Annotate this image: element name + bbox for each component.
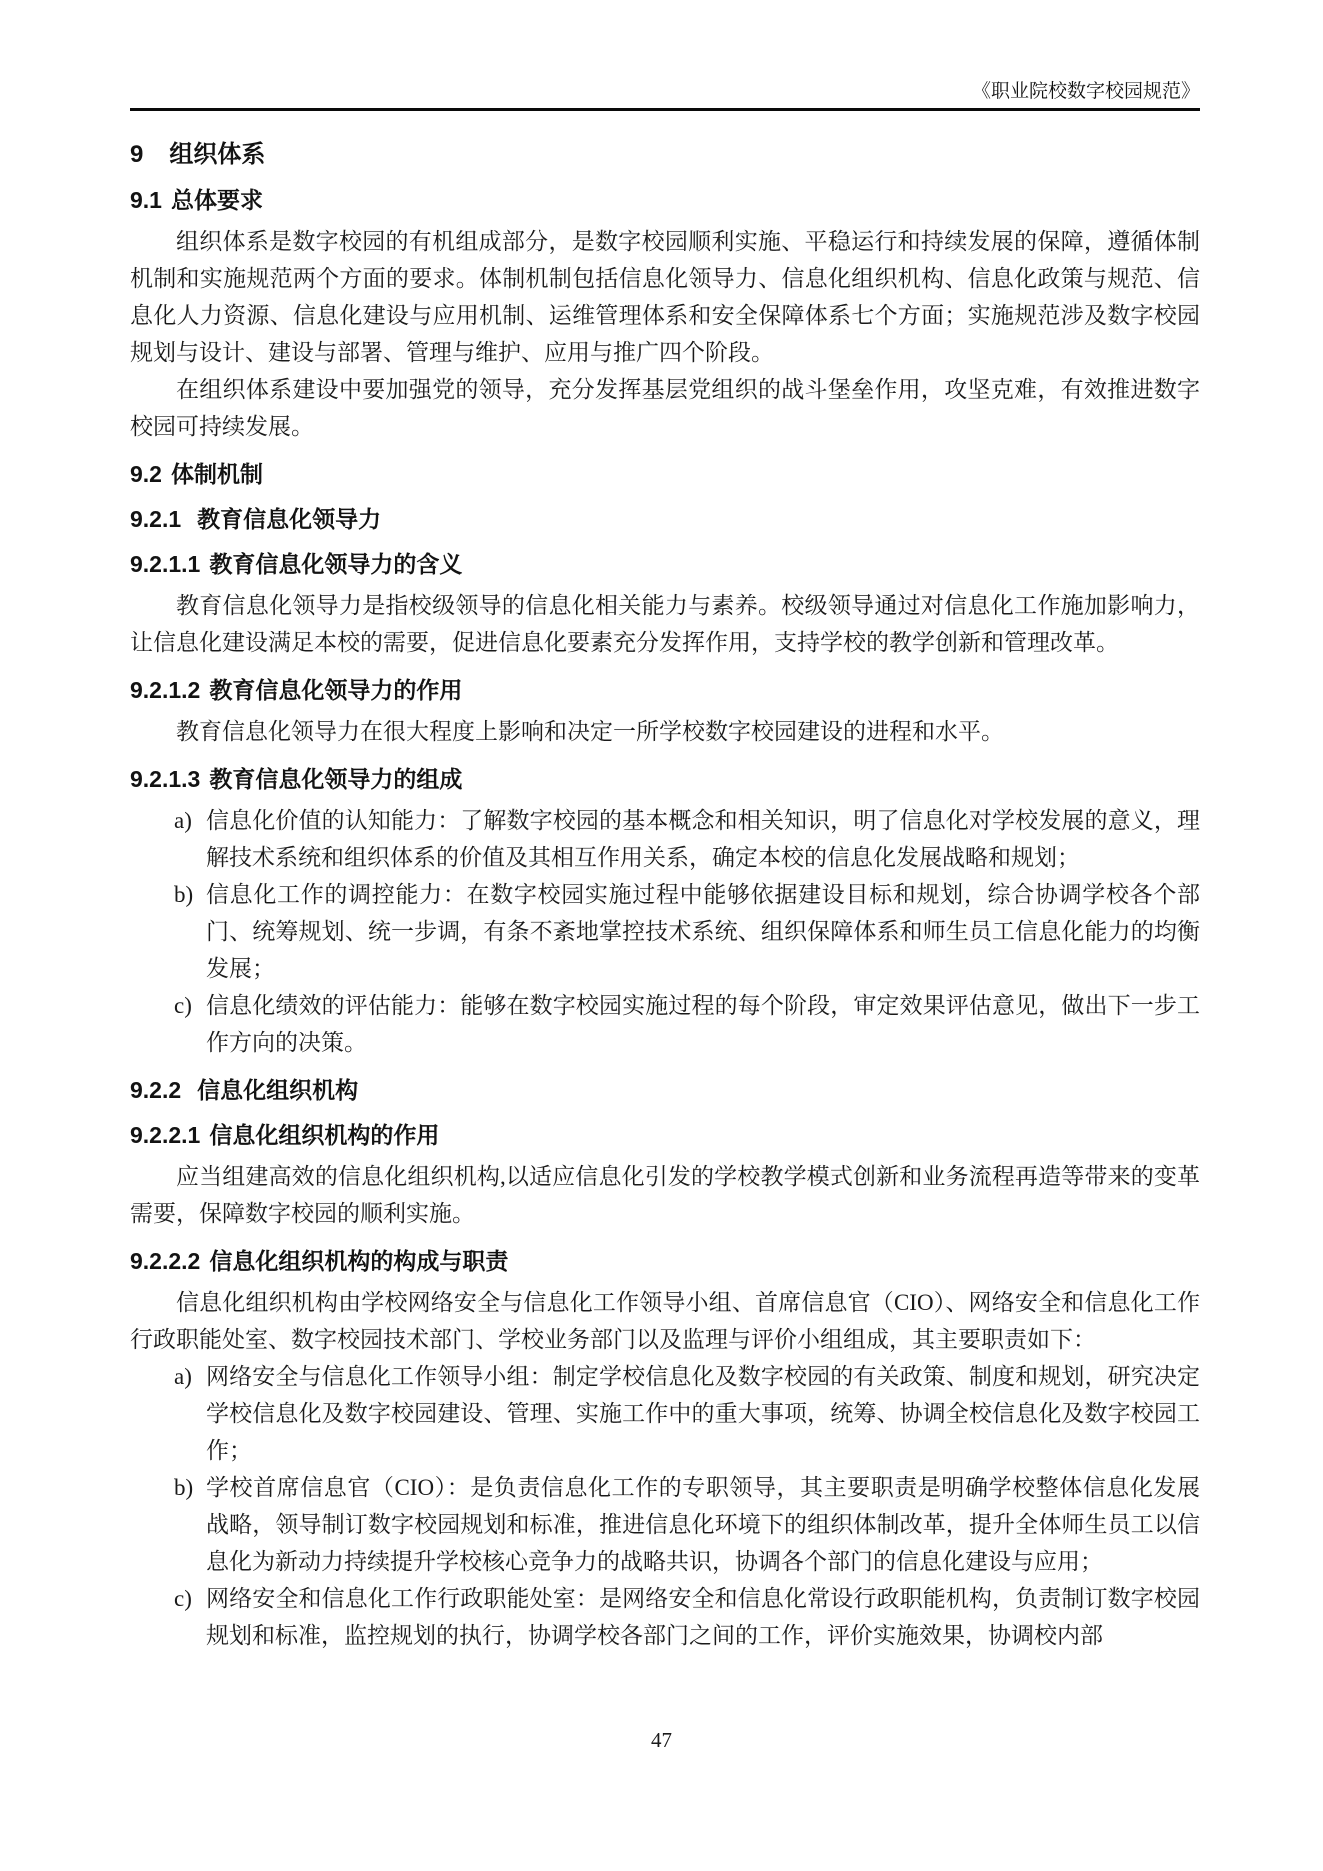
heading-number: 9.2.1.3 <box>130 766 201 792</box>
section-9-2-1-1-heading <box>130 548 1200 580</box>
heading-title: 体制机制 <box>170 461 263 487</box>
list-item-text: 信息化工作的调控能力：在数字校园实施过程中能够依据建设目标和规划，综合协调学校各个部门、统筹规划、统一步调，有条不紊地掌控技术系统、组织保障体系和师生员工信息化能力的均衡发展； <box>206 882 1200 981</box>
paragraph-9-1-a: 组织体系是数字校园的有机组成部分，是数字校园顺利实施、平稳运行和持续发展的保障，遵循体制机制和实施规范两个方面的要求。体制机制包括信息化领导力、信息化组织机构、信息化政策与规范、信息化人力资源、信息化建设与应用机制、运维管理体系和安全保障体系七个方面；实施规范涉及数字校园规划与设计、建设与部署、管理与维护、应用与推广四个阶段。 <box>130 229 1200 365</box>
heading-title: 信息化组织机构的构成与职责 <box>209 1248 509 1274</box>
heading-number: 9.2.1.2 <box>130 677 201 703</box>
list-item-text: 学校首席信息官（CIO）：是负责信息化工作的专职领导，其主要职责是明确学校整体信息化发展战略，领导制订数字校园规划和标准，推进信息化环境下的组织体制改革，提升全体师生员工以信息化为新动力持续提升学校核心竞争力的战略共识，协调各个部门的信息化建设与应用； <box>206 1475 1200 1574</box>
heading-number: 9.2.2.1 <box>130 1122 201 1148</box>
paragraph-9-2-2-2: 信息化组织机构由学校网络安全与信息化工作领导小组、首席信息官（CIO）、网络安全和信息化工作行政职能处室、数字校园技术部门、学校业务部门以及监理与评价小组组成，其主要职责如下： <box>130 1290 1200 1352</box>
list-item-label: b) <box>174 882 194 907</box>
list-item-text: 网络安全和信息化工作行政职能处室：是网络安全和信息化常设行政职能机构，负责制订数字校园规划和标准，监控规划的执行，协调学校各部门之间的工作，评价实施效果，协调校内部 <box>206 1586 1200 1648</box>
heading-number: 9.2.2.2 <box>130 1248 201 1274</box>
section-9-2-1-heading <box>130 503 1200 535</box>
heading-title: 教育信息化领导力的含义 <box>209 551 463 577</box>
list-item-label: c) <box>174 993 192 1018</box>
section-9-1-heading <box>130 184 1200 216</box>
heading-title: 教育信息化领导力的组成 <box>209 766 463 792</box>
list-item-label: a) <box>174 1364 192 1389</box>
section-9-2-1-2-heading <box>130 674 1200 706</box>
list-item-text: 网络安全与信息化工作领导小组：制定学校信息化及数字校园的有关政策、制度和规划，研究决定学校信息化及数字校园建设、管理、实施工作中的重大事项，统筹、协调全校信息化及数字校园工作； <box>206 1364 1200 1463</box>
list-item-label: c) <box>174 1586 192 1611</box>
section-9-2-heading <box>130 458 1200 490</box>
heading-title: 信息化组织机构的作用 <box>209 1122 440 1148</box>
heading-number: 9 <box>130 141 144 168</box>
heading-number: 9.2.1 <box>130 506 182 532</box>
list-item-text: 信息化价值的认知能力：了解数字校园的基本概念和相关知识，明了信息化对学校发展的意义，理解技术系统和组织体系的价值及其相互作用关系，确定本校的信息化发展战略和规划； <box>206 808 1200 870</box>
paragraph-9-2-1-1: 教育信息化领导力是指校级领导的信息化相关能力与素养。校级领导通过对信息化工作施加影响力，让信息化建设满足本校的需要，促进信息化要素充分发挥作用，支持学校的教学创新和管理改革。 <box>130 593 1200 655</box>
page-content <box>130 0 1200 1654</box>
section-9-2-2-1-heading <box>130 1119 1200 1151</box>
doc-header-title: 《职业院校数字校园规范》 <box>971 81 1200 102</box>
page-number: 47 <box>651 1728 672 1752</box>
paragraph-9-1-b: 在组织体系建设中要加强党的领导，充分发挥基层党组织的战斗堡垒作用，攻坚克难，有效推进数字校园可持续发展。 <box>130 377 1200 439</box>
list-item <box>130 1580 1200 1654</box>
list-item <box>130 876 1200 987</box>
heading-title: 教育信息化领导力的作用 <box>209 677 463 703</box>
list-item-label: a) <box>174 808 192 833</box>
list-item-text: 信息化绩效的评估能力：能够在数字校园实施过程的每个阶段，审定效果评估意见，做出下一步工作方向的决策。 <box>206 993 1200 1055</box>
list-9-2-2-2 <box>130 1358 1200 1654</box>
list-item <box>130 987 1200 1061</box>
paragraph-9-2-1-2: 教育信息化领导力在很大程度上影响和决定一所学校数字校园建设的进程和水平。 <box>176 719 1004 744</box>
section-9-heading <box>130 139 1200 171</box>
list-item <box>130 1469 1200 1580</box>
heading-title: 组织体系 <box>169 141 266 168</box>
heading-number: 9.2 <box>130 461 162 487</box>
list-item <box>130 802 1200 876</box>
heading-title: 教育信息化领导力 <box>197 506 382 532</box>
heading-number: 9.2.1.1 <box>130 551 201 577</box>
list-item <box>130 1358 1200 1469</box>
heading-number: 9.2.2 <box>130 1077 182 1103</box>
header-rule <box>130 108 1200 111</box>
heading-number: 9.1 <box>130 187 162 213</box>
heading-title: 总体要求 <box>170 187 263 213</box>
paragraph-9-2-2-1: 应当组建高效的信息化组织机构,以适应信息化引发的学校教学模式创新和业务流程再造等带来的变革需要，保障数字校园的顺利实施。 <box>130 1164 1200 1226</box>
list-9-2-1-3 <box>130 802 1200 1061</box>
heading-title: 信息化组织机构 <box>197 1077 359 1103</box>
section-9-2-2-heading <box>130 1074 1200 1106</box>
list-item-label: b) <box>174 1475 194 1500</box>
section-9-2-1-3-heading <box>130 763 1200 795</box>
section-9-2-2-2-heading <box>130 1245 1200 1277</box>
